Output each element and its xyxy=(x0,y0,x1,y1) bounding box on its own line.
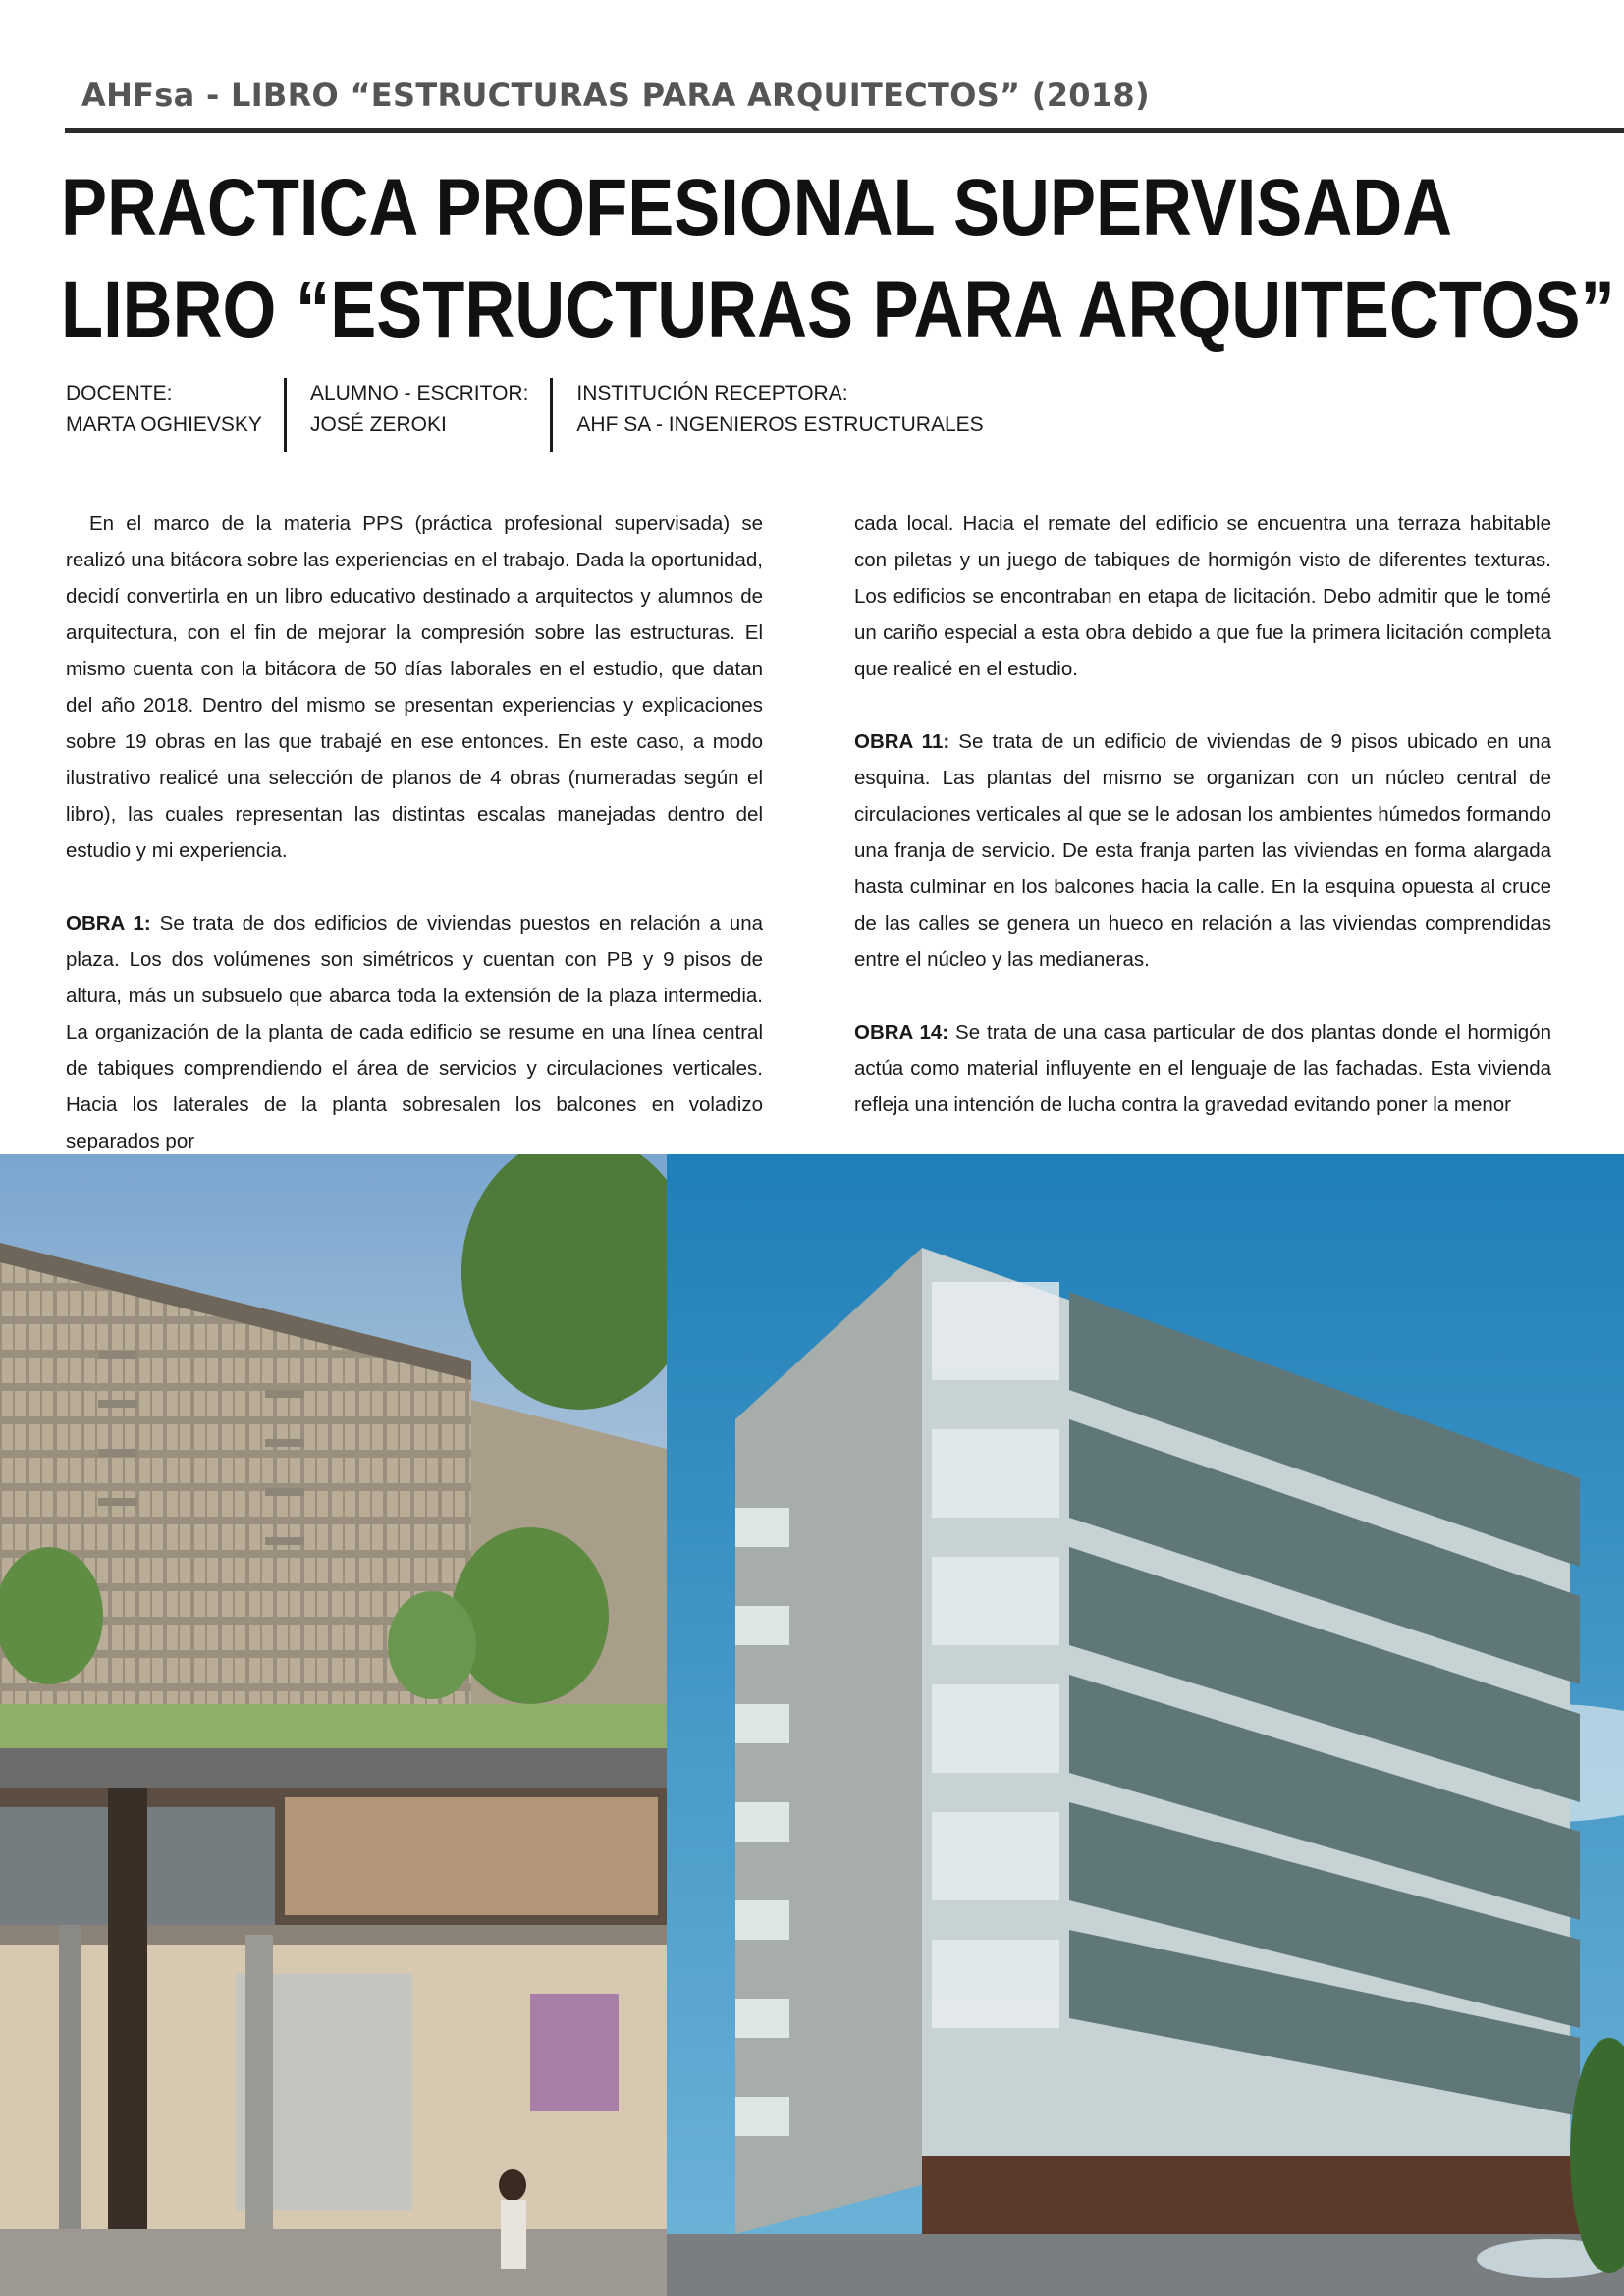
credit-label: ALUMNO - ESCRITOR: xyxy=(309,382,529,404)
text-column-left xyxy=(66,506,763,1196)
intro-paragraph: En el marco de la materia PPS (práctica profesional supervisada) se realizó una bitácora sobre las experiencias en el trabajo. Dada la oportunidad, decidí convertirla en un libro educativo destinado a arquitectos y alumnos de arquitectura, con el fin de mejorar la compresión sobre las estructuras. El mismo cuenta con la bitácora de 50 días laborales en el estudio, que datan del año 2018. Dentro del mismo se presentan experiencias y explicaciones sobre 19 obras en las que trabajé en ese entonces. En este caso, a modo ilustrativo realicé una selección de planos de 4 obras (numeradas según el libro), las cuales representan las distintas escalas manejadas dentro del estudio y mi experiencia. xyxy=(66,512,763,862)
credit-alumno xyxy=(284,378,550,452)
obra-14-paragraph xyxy=(854,1014,1551,1123)
credits-block xyxy=(66,378,1005,452)
text-column-right xyxy=(854,506,1551,1159)
tower-render xyxy=(667,1154,1624,2296)
photo-obra-14-interior xyxy=(0,1788,667,2296)
header-rule xyxy=(65,128,1624,133)
house-render xyxy=(0,1788,667,2296)
obra-11-label: OBRA 11: xyxy=(854,730,950,753)
photo-obra-11-tower xyxy=(667,1154,1624,2296)
obra-14-label: OBRA 14: xyxy=(854,1021,949,1043)
obra-1-text: Se trata de dos edificios de viviendas puestos en relación a una plaza. Los dos volúmenes son simétricos y cuentan con PB y 9 pisos de altura, más un subsuelo que abarca toda la extensión de la plaza intermedia. La organización de la planta de cada edificio se resume en una línea central de tabiques comprendiendo el área de servicios y circulaciones verticales. Hacia los laterales de la planta sobresalen los balcones en voladizo separados por xyxy=(66,912,763,1152)
running-header: AHFsa - LIBRO “ESTRUCTURAS PARA ARQUITECTOS” (2018) xyxy=(81,77,1150,114)
credit-value: AHF SA - INGENIEROS ESTRUCTURALES xyxy=(576,413,984,436)
page-title xyxy=(61,157,1615,361)
obra-1-continuation: cada local. Hacia el remate del edificio se encuentra una terraza habitable con piletas y un juego de tabiques de hormigón visto de diferentes texturas. Los edificios se encontraban en etapa de licitación. Debo admitir que le tomé un cariño especial a esta obra debido a que fue la primera licitación completa que realicé en el estudio. xyxy=(854,512,1551,680)
credit-institucion xyxy=(550,378,1004,452)
obra-1-paragraph xyxy=(66,905,763,1159)
obra-11-paragraph xyxy=(854,723,1551,978)
buildings-render xyxy=(0,1154,667,1788)
credit-label: INSTITUCIÓN RECEPTORA: xyxy=(576,382,848,404)
credit-docente xyxy=(66,378,284,452)
credit-label: DOCENTE: xyxy=(66,382,173,404)
obra-11-text: Se trata de un edificio de viviendas de 9 pisos ubicado en una esquina. Las plantas del mismo se organizan con un núcleo central de circulaciones verticales al que se le adosan los ambientes húmedos formando una franja de servicio. De esta franja parten las viviendas en forma alargada hasta culminar en los balcones hacia la calle. En la esquina opuesta al cruce de las calles se genera un hueco en relación a las viviendas comprendidas entre el núcleo y las medianeras. xyxy=(854,730,1551,971)
photo-obra-1-buildings xyxy=(0,1154,667,1788)
credit-value: MARTA OGHIEVSKY xyxy=(66,413,262,436)
title-line-1: PRACTICA PROFESIONAL SUPERVISADA xyxy=(61,163,1453,252)
obra-1-label: OBRA 1: xyxy=(66,912,151,934)
obra-14-text: Se trata de una casa particular de dos plantas donde el hormigón actúa como material influyente en el lenguaje de las fachadas. Esta vivienda refleja una intención de lucha contra la gravedad evitando poner la menor xyxy=(854,1021,1551,1116)
title-line-2: LIBRO “ESTRUCTURAS PARA ARQUITECTOS” xyxy=(61,265,1615,354)
credit-value: JOSÉ ZEROKI xyxy=(309,413,447,436)
